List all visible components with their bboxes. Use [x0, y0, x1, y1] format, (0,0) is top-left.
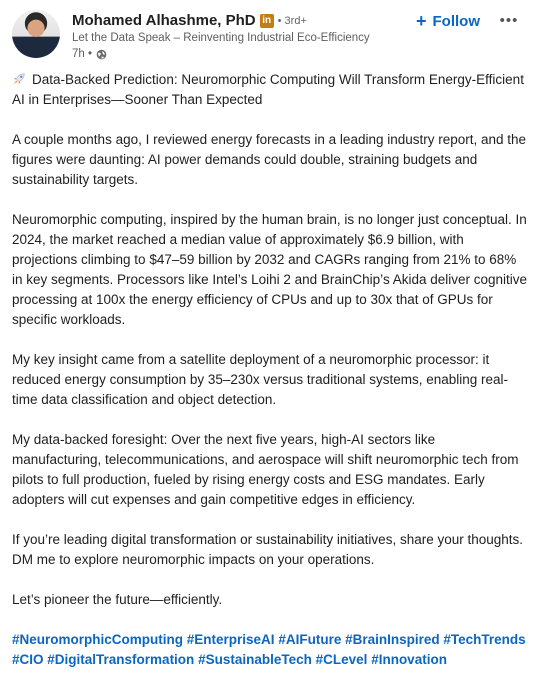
- hashtag-link[interactable]: #EnterpriseAI: [186, 632, 275, 647]
- post-paragraph: A couple months ago, I reviewed energy forecasts in a leading industry report, and the figures were daunting: AI power demands could double, straining budgets and sustainability targets.: [12, 132, 527, 187]
- author-name[interactable]: Mohamed Alhashme, PhD: [72, 12, 256, 29]
- hashtag-link[interactable]: #CLevel: [315, 652, 368, 667]
- post-paragraph: My data-backed foresight: Over the next five years, high-AI sectors like manufacturing, telecommunications, and aerospace will shift neuromorphic tech from pilots to full production, fueled by rising energy costs and ESG mandates. Early adopters will cut expenses and gain competitive edges in efficiency.: [12, 432, 519, 507]
- hashtag-link[interactable]: #NeuromorphicComputing: [12, 632, 183, 647]
- author-name-line: [72, 12, 307, 29]
- post-paragraph: If you’re leading digital transformation or sustainability initiatives, share your thoughts. DM me to explore neuromorphic impacts on your operations.: [12, 532, 524, 567]
- post-timestamp: [72, 48, 107, 60]
- hashtag-link[interactable]: #AIFuture: [278, 632, 342, 647]
- connection-degree: • 3rd+: [277, 14, 307, 27]
- post-paragraph: Neuromorphic computing, inspired by the human brain, is no longer just conceptual. In 2024, the market reached a median value of approximately $6.9 billion, with projections climbing to $47–59 billion by 2032 and CAGRs ranging from 21% to 68% in key segments. Processors like Intel’s Loihi 2 and BrainChip’s Akida deliver cognitive processing at 100x the energy efficiency of CPUs and up to 30x that of GPUs for specific workloads.: [12, 212, 528, 327]
- globe-icon: [96, 49, 107, 60]
- post-paragraph: Let’s pioneer the future—efficiently.: [12, 592, 223, 607]
- plus-icon: +: [415, 11, 427, 31]
- post-header: [12, 10, 524, 66]
- post-content: [12, 70, 528, 690]
- hashtag-link[interactable]: #SustainableTech: [198, 652, 312, 667]
- premium-badge-icon: in: [260, 14, 274, 28]
- post-title-paragraph: [12, 70, 528, 110]
- hashtag-link[interactable]: #Innovation: [371, 652, 447, 667]
- hashtag-link[interactable]: #DigitalTransformation: [47, 652, 195, 667]
- follow-button[interactable]: [412, 10, 484, 32]
- hashtag-link[interactable]: #CIO: [12, 652, 44, 667]
- more-icon[interactable]: •••: [499, 12, 519, 29]
- hashtag-link[interactable]: #BrainInspired: [345, 632, 440, 647]
- follow-label: Follow: [432, 12, 480, 30]
- hashtag-link[interactable]: #TechTrends: [443, 632, 526, 647]
- author-tagline: Let the Data Speak – Reinventing Industrial Eco-Efficiency: [72, 32, 370, 44]
- post-paragraph: My key insight came from a satellite deployment of a neuromorphic processor: it reduced energy consumption by 35–230x versus traditional systems, enabling real-time data classification and object detection.: [12, 352, 509, 407]
- hashtag-list: [12, 630, 528, 670]
- post-title: Data-Backed Prediction: Neuromorphic Computing Will Transform Energy-Efficient AI in Enterprises—Sooner Than Expected: [12, 72, 524, 107]
- rocket-icon: [12, 72, 26, 86]
- author-avatar[interactable]: [12, 10, 60, 58]
- post-time: 7h •: [72, 48, 93, 60]
